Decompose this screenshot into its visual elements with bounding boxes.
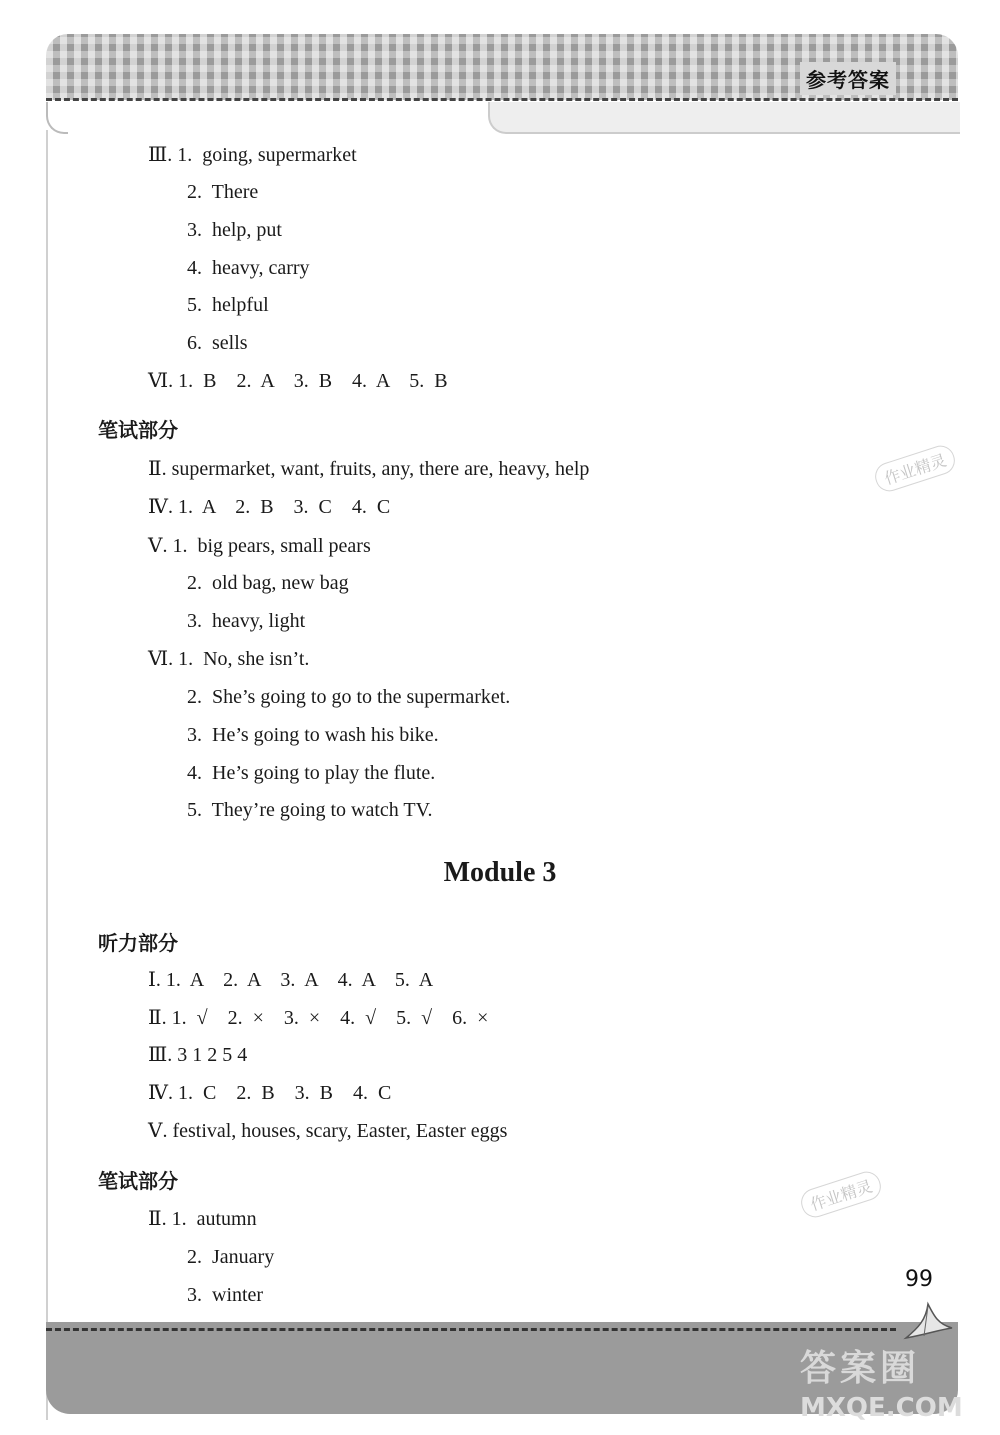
footer-dashed-rule xyxy=(46,1328,896,1331)
header-banner xyxy=(46,34,958,100)
answer-line: 2. old bag, new bag xyxy=(187,572,349,594)
answer-line: Ⅱ. supermarket, want, fruits, any, there are, heavy, help xyxy=(148,458,590,480)
section-heading: 笔试部分 xyxy=(98,418,178,442)
answer-line: Ⅴ. 1. big pears, small pears xyxy=(148,535,371,557)
page-number: 99 xyxy=(905,1267,933,1292)
answer-line: 2. There xyxy=(187,181,259,203)
watermark-stamp: 作业精灵 xyxy=(798,1168,885,1221)
answer-line: Ⅱ. 1. √ 2. × 3. × 4. √ 5. √ 6. × xyxy=(148,1007,489,1029)
answer-line: 5. helpful xyxy=(187,294,269,316)
answer-line: 3. He’s going to wash his bike. xyxy=(187,724,439,746)
watermark-logo-text: 答案圈 xyxy=(800,1348,921,1389)
answer-line: 5. They’re going to watch TV. xyxy=(187,799,433,821)
watermark-stamp: 作业精灵 xyxy=(872,442,959,495)
answer-line: Ⅰ. 1. A 2. A 3. A 4. A 5. A xyxy=(148,969,434,991)
leaf-icon xyxy=(898,1298,958,1342)
answer-line: 3. heavy, light xyxy=(187,610,306,632)
answer-line: 2. She’s going to go to the supermarket. xyxy=(187,686,511,708)
answer-line: 4. He’s going to play the flute. xyxy=(187,762,436,784)
header-title: 参考答案 xyxy=(800,62,896,95)
site-watermark xyxy=(800,1340,990,1430)
answer-line: Ⅵ. 1. No, she isn’t. xyxy=(148,648,310,670)
answer-line: Ⅳ. 1. A 2. B 3. C 4. C xyxy=(148,496,391,518)
header-tab-left xyxy=(46,102,68,134)
page-left-border xyxy=(46,130,48,1420)
watermark-domain: MXQE.COM xyxy=(800,1393,963,1423)
section-heading: 听力部分 xyxy=(98,931,178,955)
answer-line: 3. winter xyxy=(187,1284,264,1306)
header-dashed-rule xyxy=(46,98,958,101)
answer-line: Ⅴ. festival, houses, scary, Easter, Easter eggs xyxy=(148,1120,508,1142)
answer-line: 2. January xyxy=(187,1246,275,1268)
answer-line: 6. sells xyxy=(187,332,248,354)
answer-line: Ⅲ. 1. going, supermarket xyxy=(148,144,357,166)
answer-line: Ⅲ. 3 1 2 5 4 xyxy=(148,1044,248,1066)
answer-line: Ⅱ. 1. autumn xyxy=(148,1208,257,1230)
module-title: Module 3 xyxy=(443,857,557,888)
section-heading: 笔试部分 xyxy=(98,1169,178,1193)
answer-line: Ⅳ. 1. C 2. B 3. B 4. C xyxy=(148,1082,392,1104)
answer-line: 3. help, put xyxy=(187,219,282,241)
answer-line: 4. heavy, carry xyxy=(187,257,310,279)
header-tab-right xyxy=(488,102,960,134)
answer-line: Ⅵ. 1. B 2. A 3. B 4. A 5. B xyxy=(148,370,448,392)
